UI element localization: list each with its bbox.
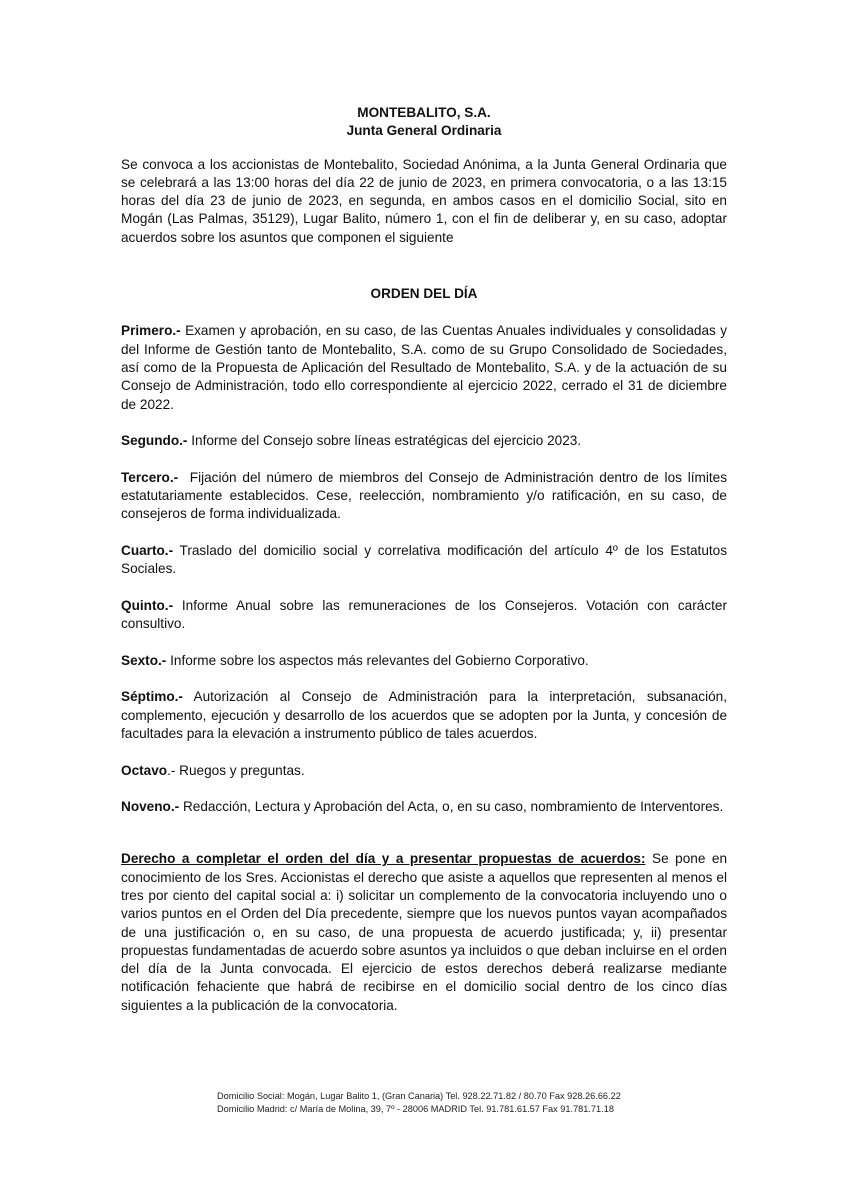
intro-paragraph: Se convoca a los accionistas de Montebalito, Sociedad Anónima, a la Junta General Ordinaria que se celebrará a las 13:00 horas del día 22 de junio de 2023, en primera convocatoria, o a las 13:15 horas del día 23 de junio de 2023, en segunda, en ambos casos en el domicilio Social, sito en Mogán (Las Palmas, 35129), Lugar Balito, número 1, con el fin de deliberar y, en su caso, adoptar acuerdos sobre los asuntos que componen el siguiente [121,156,727,245]
agenda-item-label: Tercero.- [121,469,179,485]
agenda-item-text: Fijación del número de miembros del Consejo de Administración dentro de los límites estatutariamente establecidos. Cese, reelección, nombramiento y/o ratificación, en su caso, de consejeros de forma individualizada. [121,469,727,522]
company-title: MONTEBALITO, S.A. [357,105,491,120]
agenda-item-text: .- Ruegos y preguntas. [167,762,305,778]
agenda-item-noveno [121,798,727,816]
agenda-item-text: Informe Anual sobre las remuneraciones de los Consejeros. Votación con carácter consultivo. [121,597,727,632]
rights-text: Se pone en conocimiento de los Sres. Accionistas el derecho que asiste a aquellos que representen al menos el tres por ciento del capital social a: i) solicitar un complemento de la convocatoria incluyendo uno o varios puntos en el Orden del Día precedente, siempre que los nuevos puntos vayan acompañados de una justificación o, en su caso, de una propuesta de acuerdo justificada; y, ii) presentar propuestas fundamentadas de acuerdo sobre asuntos ya incluidos o que deban incluirse en el orden del día de la Junta convocada. El ejercicio de estos derechos deberá realizarse mediante notificación fehaciente que habrá de recibirse en el domicilio social dentro de los cinco días siguientes a la publicación de la convocatoria. [121,851,728,1013]
agenda-item-sexto [121,652,727,670]
document-page [121,104,727,1029]
agenda-item-label: Octavo [121,762,168,778]
agenda-item-label: Segundo.- [121,433,188,449]
rights-heading: Derecho a completar el orden del día y a presentar propuestas de acuerdos: [121,851,646,867]
agenda-list [121,322,727,816]
agenda-item-label: Noveno.- [121,799,180,815]
page-footer [217,1090,621,1116]
agenda-item-segundo [121,432,727,450]
agenda-item-cuarto [121,542,727,579]
agenda-item-quinto [121,597,727,634]
agenda-item-primero [121,322,727,413]
agenda-item-octavo [121,762,727,780]
agenda-item-label: Cuarto.- [121,542,174,558]
agenda-item-text: Redacción, Lectura y Aprobación del Acta, o, en su caso, nombramiento de Interventores. [182,799,724,815]
agenda-item-septimo [121,688,727,743]
meeting-title: Junta General Ordinaria [346,123,502,139]
agenda-item-label: Sexto.- [121,652,167,668]
agenda-item-text: Autorización al Consejo de Administración para la interpretación, subsanación, complemento, ejecución y desarrollo de los acuerdos que se adopten por la Junta, y concesión de facultades para la elevación a instrumento público de tales acuerdos. [121,689,727,741]
agenda-item-text: Informe del Consejo sobre líneas estratégicas del ejercicio 2023. [191,433,582,449]
footer-address-line-1: Domicilio Social: Mogán, Lugar Balito 1, (Gran Canaria) Tel. 928.22.71.82 / 80.70 Fax 928.26.66.22 [217,1091,621,1101]
agenda-item-text: Traslado del domicilio social y correlativa modificación del artículo 4º de los Estatutos Sociales. [121,542,728,577]
footer-address-line-2: Domicilio Madrid: c/ María de Molina, 39, 7º - 28006 MADRID Tel. 91.781.61.57 Fax 91.781.71.18 [217,1104,614,1114]
agenda-item-text: Informe sobre los aspectos más relevantes del Gobierno Corporativo. [170,652,589,668]
rights-paragraph [121,850,727,1015]
agenda-item-label: Primero.- [121,323,181,339]
agenda-item-tercero [121,469,727,524]
agenda-item-text: Examen y aprobación, en su caso, de las Cuentas Anuales individuales y consolidadas y del Informe de Gestión tanto de Montebalito, S.A. como de su Grupo Consolidado de Sociedades, así como de la Propuesta de Aplicación del Resultado de Montebalito, S.A. y de la actuación de su Consejo de Administración, todo ello correspondiente al ejercicio 2022, cerrado el 31 de diciembre de 2022. [121,323,727,412]
agenda-title: ORDEN DEL DÍA [370,286,478,302]
agenda-item-label: Quinto.- [121,597,174,613]
agenda-item-label: Séptimo.- [121,689,183,705]
